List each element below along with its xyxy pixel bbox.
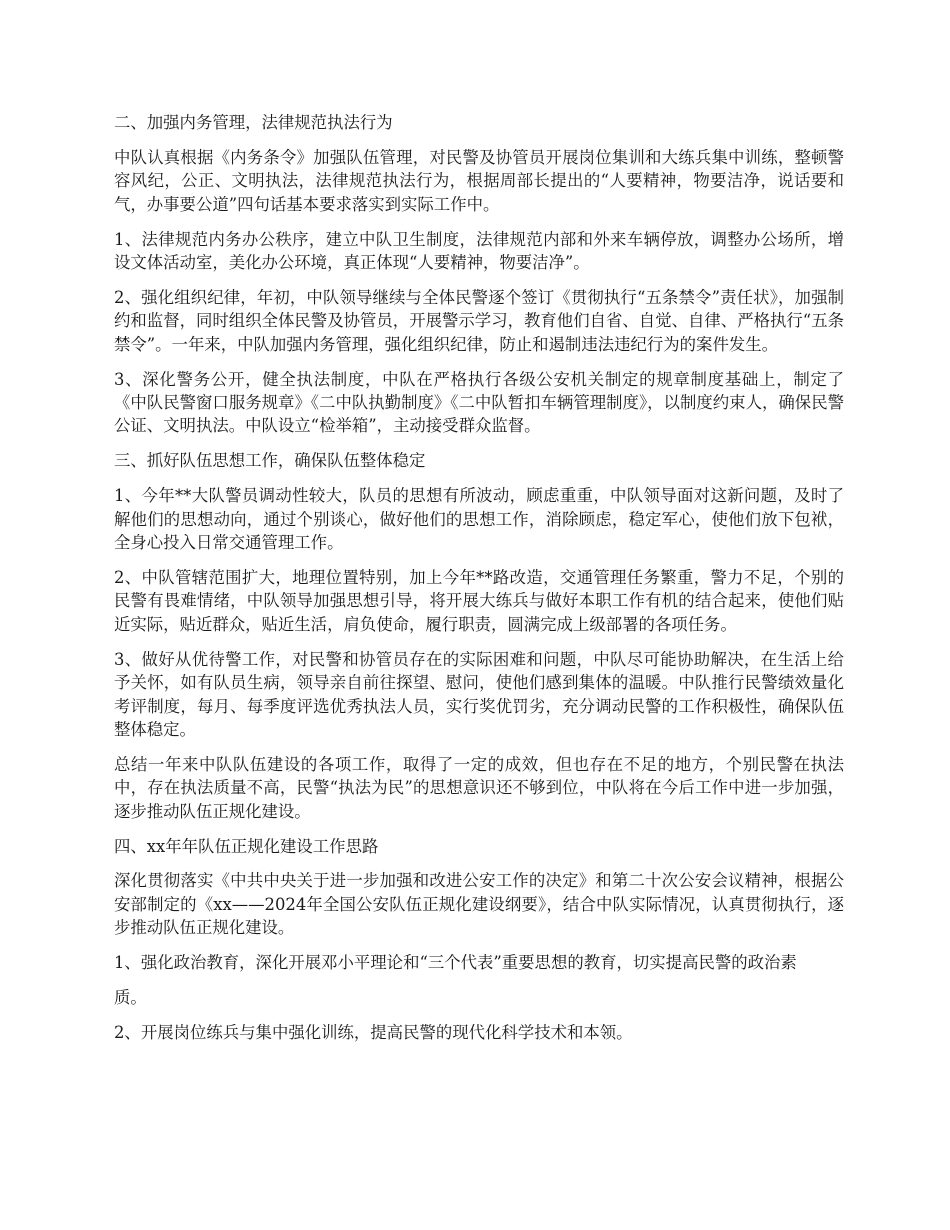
section-heading-2: 二、加强内务管理，法律规范执法行为 bbox=[114, 113, 393, 132]
section-heading-4: 四、xx年年队伍正规化建设工作思路 bbox=[114, 836, 379, 856]
paragraph: 2、开展岗位练兵与集中强化训练，提高民警的现代化科学技术和本领。 bbox=[114, 1023, 633, 1042]
paragraph: 1、今年**大队警员调动性较大，队员的思想有所波动，顾虑重重，中队领导面对这新问题，及时了解他们的思想动向，通过个别谈心，做好他们的思想工作，消除顾虑，稳定军心，使他们放下包袱，全身心投入日常交通管理工作。 bbox=[114, 486, 844, 553]
paragraph: 深化贯彻落实《中共中央关于进一步加强和改进公安工作的决定》和第二十次公安会议精神，根据公安部制定的《xx——2024年全国公安队伍正规化建设纲要》，结合中队实际情况，认真贯彻执行，逐步推动队伍正规化建设。 bbox=[114, 871, 844, 938]
paragraph: 中队认真根据《内务条令》加强队伍管理，对民警及协管员开展岗位集训和大练兵集中训练，整顿警容风纪，公正、文明执法，法律规范执法行为，根据周部长提出的“人要精神，物要洁净，说话要和气，办事要公道”四句话基本要求落实到实际工作中。 bbox=[114, 147, 844, 214]
paragraph: 3、深化警务公开，健全执法制度，中队在严格执行各级公安机关制定的规章制度基础上，制定了《中队民警窗口服务规章》《二中队执勤制度》《二中队暂扣车辆管理制度》，以制度约束人，确保民警公证、文明执法。中队设立“检举箱”，主动接受群众监督。 bbox=[114, 369, 844, 436]
paragraph: 质。 bbox=[114, 988, 147, 1008]
paragraph: 1、强化政治教育，深化开展邓小平理论和“三个代表”重要思想的教育，切实提高民警的政治素 bbox=[114, 953, 797, 973]
paragraph: 2、中队管辖范围扩大，地理位置特别，加上今年**路改造，交通管理任务繁重，警力不足，个别的民警有畏难情绪，中队领导加强思想引导，将开展大练兵与做好本职工作有机的结合起来，使他们贴近实际，贴近群众，贴近生活，肩负使命，履行职责，圆满完成上级部署的各项任务。 bbox=[114, 568, 844, 634]
paragraph: 2、强化组织纪律，年初，中队领导继续与全体民警逐个签订《贯彻执行“五条禁令”责任状》，加强制约和监督，同时组织全体民警及协管员，开展警示学习，教育他们自省、自觉、自律、严格执行“五条禁令”。一年来，中队加强内务管理，强化组织纪律，防止和遏制违法违纪行为的案件发生。 bbox=[114, 287, 844, 354]
section-heading-3: 三、抓好队伍思想工作，确保队伍整体稳定 bbox=[114, 451, 426, 471]
paragraph: 总结一年来中队队伍建设的各项工作，取得了一定的成效，但也存在不足的地方，个别民警在执法中，存在执法质量不高，民警“执法为民”的思想意识还不够到位，中队将在今后工作中进一步加强，逐步推动队伍正规化建设。 bbox=[114, 754, 844, 821]
paragraph: 1、法律规范内务办公秩序，建立中队卫生制度，法律规范内部和外来车辆停放，调整办公场所，增设文体活动室，美化办公环境，真正体现“人要精神，物要洁净”。 bbox=[114, 229, 844, 273]
document-body bbox=[114, 111, 844, 1056]
paragraph: 3、做好从优待警工作，对民警和协管员存在的实际困难和问题，中队尽可能协助解决，在生活上给予关怀，如有队员生病，领导亲自前往探望、慰问，使他们感到集体的温暖。中队推行民警绩效量化考评制度，每月、每季度评选优秀执法人员，实行奖优罚劣，充分调动民警的工作积极性，确保队伍整体稳定。 bbox=[114, 649, 844, 739]
